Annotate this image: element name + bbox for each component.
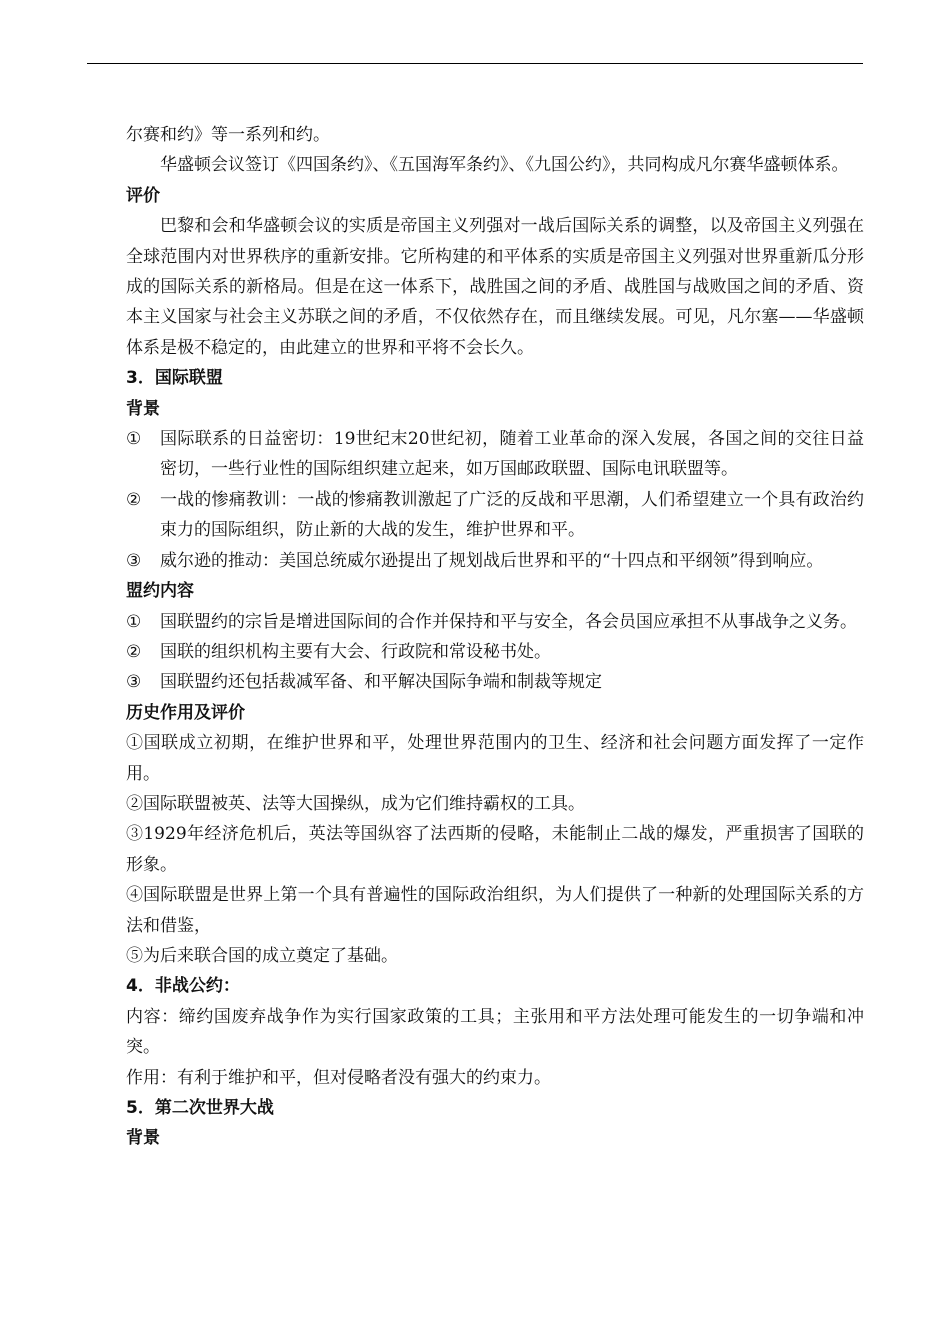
background-heading: 背景 — [126, 398, 160, 419]
list-item-text: 国联盟约还包括裁减军备、和平解决国际争端和制裁等规定 — [160, 672, 602, 693]
role-list — [126, 728, 864, 971]
list-item — [126, 667, 864, 697]
washington-paragraph: 华盛顿会议签订《四国条约》、《五国海军条约》、《九国公约》，共同构成凡尔赛华盛顿体系。 — [160, 155, 849, 176]
section-4-title: 4．非战公约： — [126, 976, 240, 997]
list-item — [126, 637, 864, 667]
list-item-text: 威尔逊的推动：美国总统威尔逊提出了规划战后世界和平的“十四点和平纲领”得到响应。 — [160, 550, 824, 571]
list-marker: ② — [126, 641, 142, 662]
document-body — [126, 120, 864, 1154]
list-marker: ③ — [126, 672, 142, 693]
list-item — [126, 607, 864, 637]
list-item-text: 国际联系的日益密切：19世纪末20世纪初，随着工业革命的深入发展，各国之间的交往日益密切，一些行业性的国际组织建立起来，如万国邮政联盟、国际电讯联盟等。 — [160, 429, 864, 480]
list-item — [126, 424, 864, 485]
role-heading: 历史作用及评价 — [126, 702, 245, 723]
ww2-background-heading: 背景 — [126, 1128, 160, 1149]
section-5-title: 5．第二次世界大战 — [126, 1098, 274, 1118]
list-item-text: 一战的惨痛教训：一战的惨痛教训激起了广泛的反战和平思潮，人们希望建立一个具有政治约束力的国际组织，防止新的大战的发生，维护世界和平。 — [160, 489, 864, 541]
list-item — [126, 485, 864, 546]
background-list — [126, 424, 864, 576]
continuation-text: 尔赛和约》等一系列和约。 — [126, 125, 330, 145]
role-item: ①国联成立初期，在维护世界和平，处理世界范围内的卫生、经济和社会问题方面发挥了一定作用。 — [126, 733, 864, 784]
role-item: ②国际联盟被英、法等大国操纵，成为它们维持霸权的工具。 — [126, 793, 585, 814]
evaluation-heading: 评价 — [126, 185, 160, 206]
evaluation-paragraph: 巴黎和会和华盛顿会议的实质是帝国主义列强对一战后国际关系的调整，以及帝国主义列强在全球范围内对世界秩序的重新安排。它所构建的和平体系的实质是帝国主义列强对世界重新瓜分形成的国际关系的新格局。但是在这一体系下，战胜国之间的矛盾、战胜国与战败国之间的矛盾、资本主义国家与社会主义苏联之间的矛盾，不仅依然存在，而且继续发展。可见，凡尔塞——华盛顿体系是极不稳定的，由此建立的世界和平将不会长久。 — [126, 216, 864, 358]
role-item: ③1929年经济危机后，英法等国纵容了法西斯的侵略，未能制止二战的爆发，严重损害了国联的形象。 — [126, 824, 864, 875]
list-marker: ① — [126, 429, 142, 450]
section-3-title: 3．国际联盟 — [126, 368, 223, 389]
list-item — [126, 546, 864, 576]
list-marker: ② — [126, 489, 142, 510]
pact-effect: 作用：有利于维护和平，但对侵略者没有强大的约束力。 — [126, 1067, 551, 1088]
covenant-heading: 盟约内容 — [126, 581, 194, 602]
role-item: ④国际联盟是世界上第一个具有普遍性的国际政治组织，为人们提供了一种新的处理国际关系的方法和借鉴， — [126, 885, 864, 936]
list-item-text: 国联盟约的宗旨是增进国际间的合作并保持和平与安全，各会员国应承担不从事战争之义务。 — [160, 611, 857, 632]
list-marker: ③ — [126, 550, 142, 571]
header-rule — [87, 63, 863, 64]
role-item: ⑤为后来联合国的成立奠定了基础。 — [126, 945, 398, 966]
list-item-text: 国联的组织机构主要有大会、行政院和常设秘书处。 — [160, 641, 551, 662]
pact-content: 内容：缔约国废弃战争作为实行国家政策的工具；主张用和平方法处理可能发生的一切争端和冲突。 — [126, 1006, 864, 1058]
covenant-list — [126, 607, 864, 698]
list-marker: ① — [126, 611, 142, 632]
